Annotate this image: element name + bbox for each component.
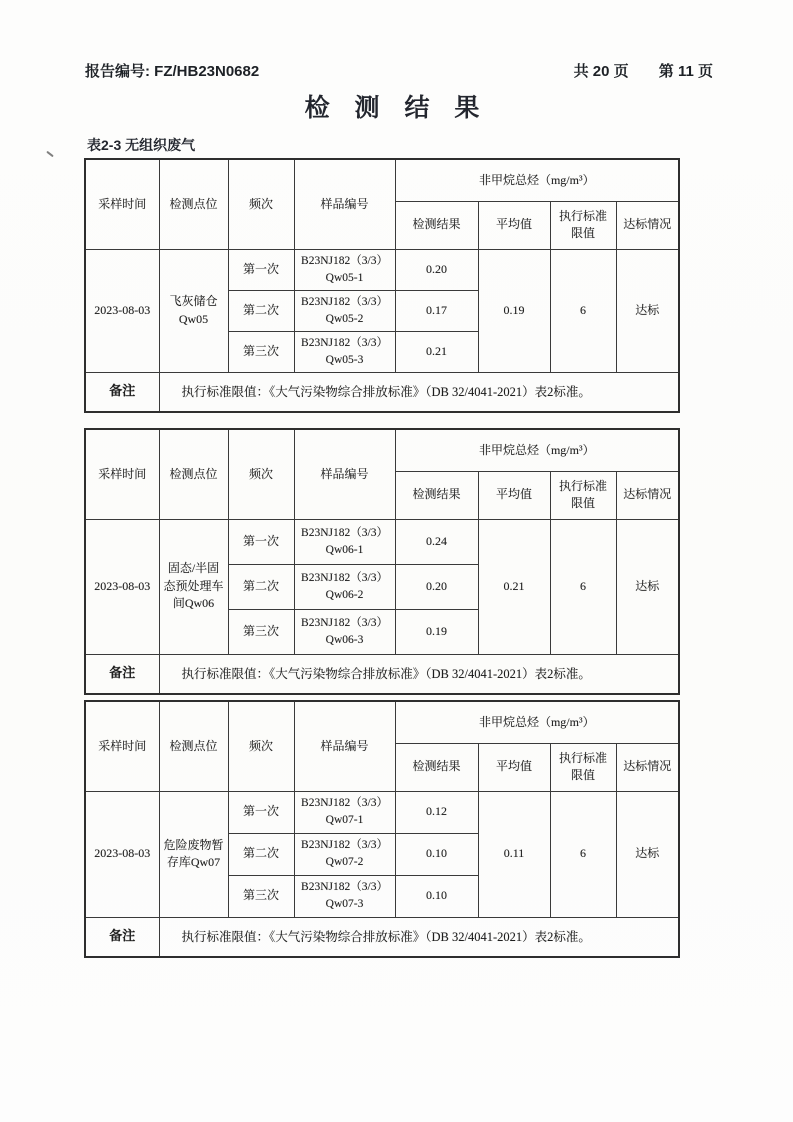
cell-frequency: 第三次 xyxy=(228,875,294,917)
header-cell-status: 达标情况 xyxy=(616,201,679,249)
report-number: 报告编号: FZ/HB23N0682 xyxy=(85,63,260,80)
sample-number-line2: Qw05-3 xyxy=(325,353,364,366)
header-cell-sample-no: 样品编号 xyxy=(294,159,395,249)
cell-date: 2023-08-03 xyxy=(85,791,159,917)
cell-result: 0.21 xyxy=(395,331,478,372)
cell-sample-number xyxy=(294,875,395,917)
cell-sample-number xyxy=(294,833,395,875)
header-cell-average: 平均值 xyxy=(478,743,550,791)
cell-limit: 6 xyxy=(550,249,616,372)
cell-average: 0.11 xyxy=(478,791,550,917)
page-info xyxy=(574,60,713,81)
doc-header xyxy=(85,60,713,81)
header-cell-sample-no: 样品编号 xyxy=(294,429,395,519)
cell-result: 0.12 xyxy=(395,791,478,833)
header-cell-limit: 执行标准限值 xyxy=(550,201,616,249)
scan-pen-mark xyxy=(46,151,54,158)
cell-status: 达标 xyxy=(616,249,679,372)
header-cell-sample-time: 采样时间 xyxy=(85,701,159,791)
cell-frequency: 第二次 xyxy=(228,564,294,609)
sample-number-line1: B23NJ182（3/3） xyxy=(301,336,388,349)
cell-sample-number xyxy=(294,791,395,833)
header-cell-frequency: 频次 xyxy=(228,429,294,519)
header-cell-result: 检测结果 xyxy=(395,743,478,791)
remark-label: 备注 xyxy=(85,917,159,957)
remark-label: 备注 xyxy=(85,372,159,412)
cell-result: 0.19 xyxy=(395,609,478,654)
sample-number-line2: Qw06-2 xyxy=(325,588,364,601)
cell-sample-number xyxy=(294,564,395,609)
table-caption: 表2-3 无组织废气 xyxy=(87,137,196,153)
sample-number-line2: Qw05-2 xyxy=(325,312,364,325)
cell-limit: 6 xyxy=(550,519,616,654)
cell-limit: 6 xyxy=(550,791,616,917)
cell-status: 达标 xyxy=(616,519,679,654)
header-cell-average: 平均值 xyxy=(478,201,550,249)
cell-frequency: 第一次 xyxy=(228,791,294,833)
header-cell-point: 检测点位 xyxy=(159,159,228,249)
cell-frequency: 第二次 xyxy=(228,290,294,331)
cell-sample-number xyxy=(294,290,395,331)
header-cell-analyte-group: 非甲烷总烃（mg/m³） xyxy=(395,429,679,471)
header-cell-sample-time: 采样时间 xyxy=(85,159,159,249)
sample-number-line1: B23NJ182（3/3） xyxy=(301,797,388,810)
sample-number-line2: Qw06-1 xyxy=(325,543,364,556)
header-cell-sample-time: 采样时间 xyxy=(85,429,159,519)
cell-point: 飞灰储仓Qw05 xyxy=(159,249,228,372)
cell-average: 0.19 xyxy=(478,249,550,372)
header-cell-analyte-group: 非甲烷总烃（mg/m³） xyxy=(395,701,679,743)
cell-result: 0.17 xyxy=(395,290,478,331)
sample-number-line1: B23NJ182（3/3） xyxy=(301,881,388,894)
current-page: 第 11 页 xyxy=(658,63,713,80)
cell-sample-number xyxy=(294,609,395,654)
cell-sample-number xyxy=(294,249,395,290)
cell-average: 0.21 xyxy=(478,519,550,654)
sample-number-line1: B23NJ182（3/3） xyxy=(301,295,388,308)
header-cell-average: 平均值 xyxy=(478,471,550,519)
remark-text: 执行标准限值：《大气污染物综合排放标准》（DB 32/4041-2021）表2标准。 xyxy=(159,372,679,412)
result-table-qw07 xyxy=(84,700,680,958)
cell-point: 固态/半固态预处理车间Qw06 xyxy=(159,519,228,654)
total-pages: 共 20 页 xyxy=(573,63,629,80)
sample-number-line1: B23NJ182（3/3） xyxy=(301,571,388,584)
cell-date: 2023-08-03 xyxy=(85,249,159,372)
cell-frequency: 第三次 xyxy=(228,609,294,654)
header-cell-point: 检测点位 xyxy=(159,701,228,791)
cell-result: 0.20 xyxy=(395,564,478,609)
cell-result: 0.10 xyxy=(395,875,478,917)
header-cell-result: 检测结果 xyxy=(395,471,478,519)
cell-result: 0.20 xyxy=(395,249,478,290)
cell-frequency: 第一次 xyxy=(228,519,294,564)
sample-number-line2: Qw07-3 xyxy=(325,898,364,910)
sample-number-line1: B23NJ182（3/3） xyxy=(301,526,388,539)
sample-number-line1: B23NJ182（3/3） xyxy=(301,839,388,852)
remark-text: 执行标准限值：《大气污染物综合排放标准》（DB 32/4041-2021）表2标准。 xyxy=(159,917,679,957)
cell-status: 达标 xyxy=(616,791,679,917)
header-cell-sample-no: 样品编号 xyxy=(294,701,395,791)
header-cell-frequency: 频次 xyxy=(228,701,294,791)
header-cell-point: 检测点位 xyxy=(159,429,228,519)
header-cell-analyte-group: 非甲烷总烃（mg/m³） xyxy=(395,159,679,201)
header-cell-status: 达标情况 xyxy=(616,743,679,791)
sample-number-line2: Qw07-2 xyxy=(325,856,364,868)
header-cell-limit: 执行标准限值 xyxy=(550,743,616,791)
cell-frequency: 第一次 xyxy=(228,249,294,290)
remark-text: 执行标准限值：《大气污染物综合排放标准》（DB 32/4041-2021）表2标准。 xyxy=(159,654,679,694)
cell-frequency: 第三次 xyxy=(228,331,294,372)
header-cell-result: 检测结果 xyxy=(395,201,478,249)
sample-number-line2: Qw07-1 xyxy=(325,814,364,826)
result-table-qw05 xyxy=(84,158,680,413)
header-cell-frequency: 频次 xyxy=(228,159,294,249)
page-title: 检 测 结 果 xyxy=(304,94,489,122)
cell-result: 0.24 xyxy=(395,519,478,564)
cell-date: 2023-08-03 xyxy=(85,519,159,654)
result-table-qw06 xyxy=(84,428,680,695)
sample-number-line1: B23NJ182（3/3） xyxy=(301,616,388,629)
header-cell-limit: 执行标准限值 xyxy=(550,471,616,519)
cell-sample-number xyxy=(294,519,395,564)
cell-result: 0.10 xyxy=(395,833,478,875)
cell-sample-number xyxy=(294,331,395,372)
sample-number-line2: Qw05-1 xyxy=(325,271,364,284)
header-cell-status: 达标情况 xyxy=(616,471,679,519)
cell-frequency: 第二次 xyxy=(228,833,294,875)
sample-number-line1: B23NJ182（3/3） xyxy=(301,254,388,267)
remark-label: 备注 xyxy=(85,654,159,694)
cell-point: 危险废物暂存库Qw07 xyxy=(159,791,228,917)
sample-number-line2: Qw06-3 xyxy=(325,633,364,646)
